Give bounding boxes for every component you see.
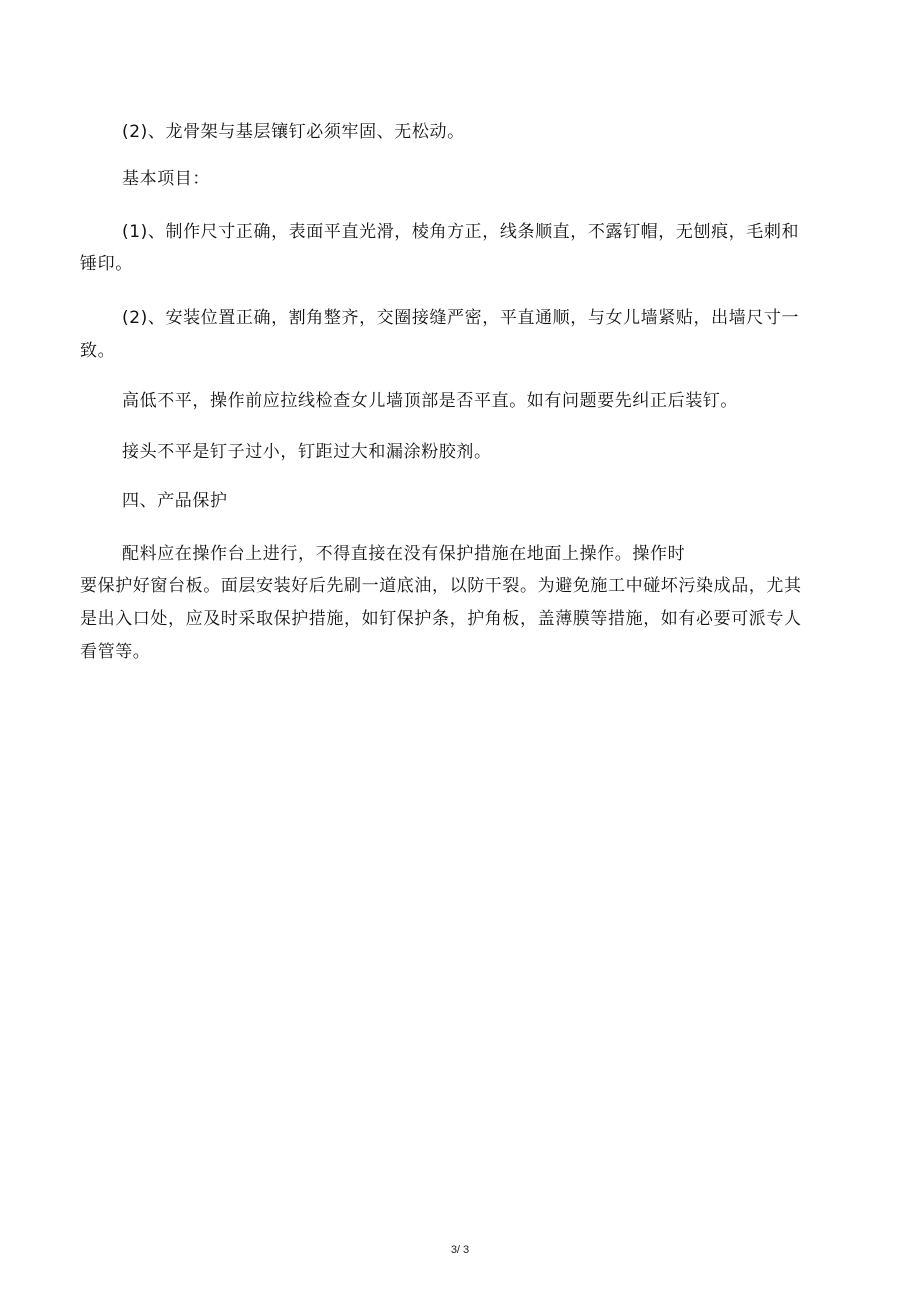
- text-line: 要保护好窗台板。面层安装好后先刷一道底油，以防干裂。为避免施工中碰坏污染成品，尤其: [80, 576, 802, 596]
- text-line: 致。: [80, 341, 116, 361]
- text-line: 看管等。: [80, 642, 151, 662]
- section-heading: 四、产品保护: [122, 491, 228, 511]
- text-line: 配料应在操作台上进行，不得直接在没有保护措施在地面上操作。操作时: [122, 544, 686, 564]
- text-line: (1)、制作尺寸正确，表面平直光滑，棱角方正，线条顺直，不露钉帽，无刨痕，毛刺和: [122, 222, 800, 242]
- text-line: 锤印。: [80, 254, 133, 274]
- text-line: (2)、龙骨架与基层镶钉必须牢固、无松动。: [122, 122, 465, 142]
- text-line: 接头不平是钉子过小，钉距过大和漏涂粉胶剂。: [122, 442, 492, 462]
- text-line: 是出入口处，应及时采取保护措施，如钉保护条，护角板，盖薄膜等措施，如有必要可派专人: [80, 609, 802, 629]
- page-number: 3/ 3: [450, 1244, 470, 1256]
- text-line: 基本项目：: [122, 169, 210, 189]
- text-line: (2)、安装位置正确，割角整齐，交圈接缝严密，平直通顺，与女儿墙紧贴，出墙尺寸一: [122, 308, 800, 328]
- text-line: 高低不平，操作前应拉线检查女儿墙顶部是否平直。如有问题要先纠正后装钉。: [122, 391, 738, 411]
